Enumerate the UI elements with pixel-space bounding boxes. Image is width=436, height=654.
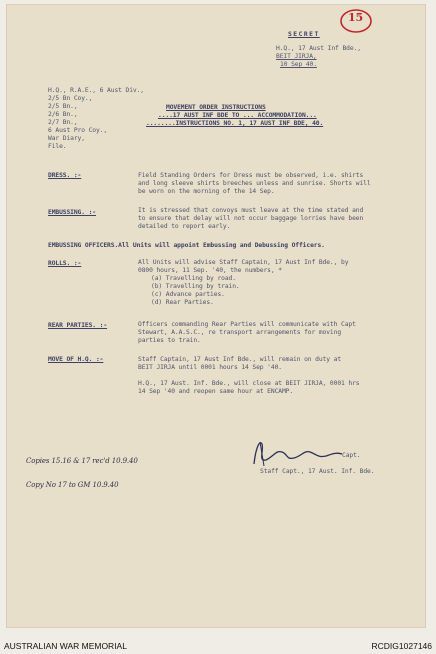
- rolls-item: (d) Rear Parties.: [151, 299, 214, 306]
- rear-parties-text: Stewart, A.A.S.C., re transport arrangements for moving: [138, 329, 342, 336]
- distribution-item: File.: [48, 143, 67, 150]
- embussing-text: to ensure that delay will not occur baggage lorries have been: [138, 215, 364, 222]
- hq-place: BEIT JIRJA,: [276, 53, 317, 60]
- handwritten-note: Copies 15.16 & 17 rec'd 10.9.40: [26, 457, 138, 465]
- dress-text: Field Standing Orders for Dress must be observed, i.e. shirts: [138, 172, 364, 179]
- distribution-item: 2/5 Bn.,: [48, 103, 78, 110]
- archive-name: AUSTRALIAN WAR MEMORIAL: [4, 641, 127, 651]
- rear-parties-text: parties to train.: [138, 337, 201, 344]
- document-date: 10 Sep 40.: [280, 61, 317, 68]
- move-hq-text: 14 Sep '40 and reopen same hour at ENCAMP.: [138, 388, 294, 395]
- move-hq-text: Staff Captain, 17 Aust Inf Bde., will remain on duty at: [138, 356, 342, 363]
- rolls-heading: ROLLS. :-: [48, 260, 82, 267]
- embussing-heading: EMBUSSING. :-: [48, 209, 96, 216]
- hq-reference: H.Q., 17 Aust Inf Bde.,: [276, 45, 361, 52]
- embussing-text: It is stressed that convoys must leave at the time stated and: [138, 207, 364, 214]
- dress-heading: DRESS. :-: [48, 172, 82, 179]
- rear-parties-heading: REAR PARTIES. :-: [48, 322, 108, 329]
- title-line-1: MOVEMENT ORDER INSTRUCTIONS: [166, 104, 266, 111]
- title-line-2: ....17 AUST INF BDE TO ... ACCOMMODATION...: [158, 112, 317, 119]
- distribution-item: 2/7 Bn.,: [48, 119, 78, 126]
- archive-footer: [0, 640, 436, 654]
- rolls-text: 0800 hours, 11 Sep. '40, the numbers, *: [138, 267, 282, 274]
- security-classification: SECRET: [288, 31, 320, 38]
- archive-reference: RCDIG1027146: [371, 641, 432, 651]
- distribution-item: 2/6 Bn.,: [48, 111, 78, 118]
- distribution-item: H.Q., R.A.E., 6 Aust Div.,: [48, 87, 144, 94]
- signature-mark: [246, 436, 346, 470]
- dress-text: and long sleeve shirts breeches unless and sunrise. Shorts will: [138, 180, 371, 187]
- rolls-text: All Units will advise Staff Captain, 17 Aust Inf Bde., by: [138, 259, 349, 266]
- distribution-item: War Diary,: [48, 135, 85, 142]
- distribution-item: 6 Aust Pro Coy.,: [48, 127, 108, 134]
- handwritten-note: Copy No 17 to GM 10.9.40: [26, 481, 119, 489]
- embussing-officers-line: EMBUSSING OFFICERS.All Units will appoint Embussing and Debussing Officers.: [48, 242, 325, 249]
- rolls-item: (b) Travelling by train.: [151, 283, 240, 290]
- move-hq-text: BEIT JIRJA until 0001 hours 14 Sep '40.: [138, 364, 282, 371]
- dress-text: be worn on the morning of the 14 Sep.: [138, 188, 275, 195]
- embussing-text: detailed to report early.: [138, 223, 231, 230]
- signature-block: Staff Capt., 17 Aust. Inf. Bde.: [260, 468, 375, 475]
- distribution-item: 2/5 Bn Coy.,: [48, 95, 93, 102]
- move-hq-heading: MOVE OF H.Q. :-: [48, 356, 104, 363]
- title-line-3: ........INSTRUCTIONS NO. 1, 17 AUST INF BDE, 40.: [146, 120, 324, 127]
- document-page: [6, 4, 426, 628]
- rear-parties-text: Officers commanding Rear Parties will communicate with Capt: [138, 321, 356, 328]
- signature-rank: Capt.: [342, 452, 361, 459]
- rolls-item: (a) Travelling by road.: [151, 275, 236, 282]
- move-hq-text: H.Q., 17 Aust. Inf. Bde., will close at BEIT JIRJA, 0001 hrs: [138, 380, 360, 387]
- rolls-item: (c) Advance parties.: [151, 291, 225, 298]
- folio-number: 15: [348, 11, 364, 24]
